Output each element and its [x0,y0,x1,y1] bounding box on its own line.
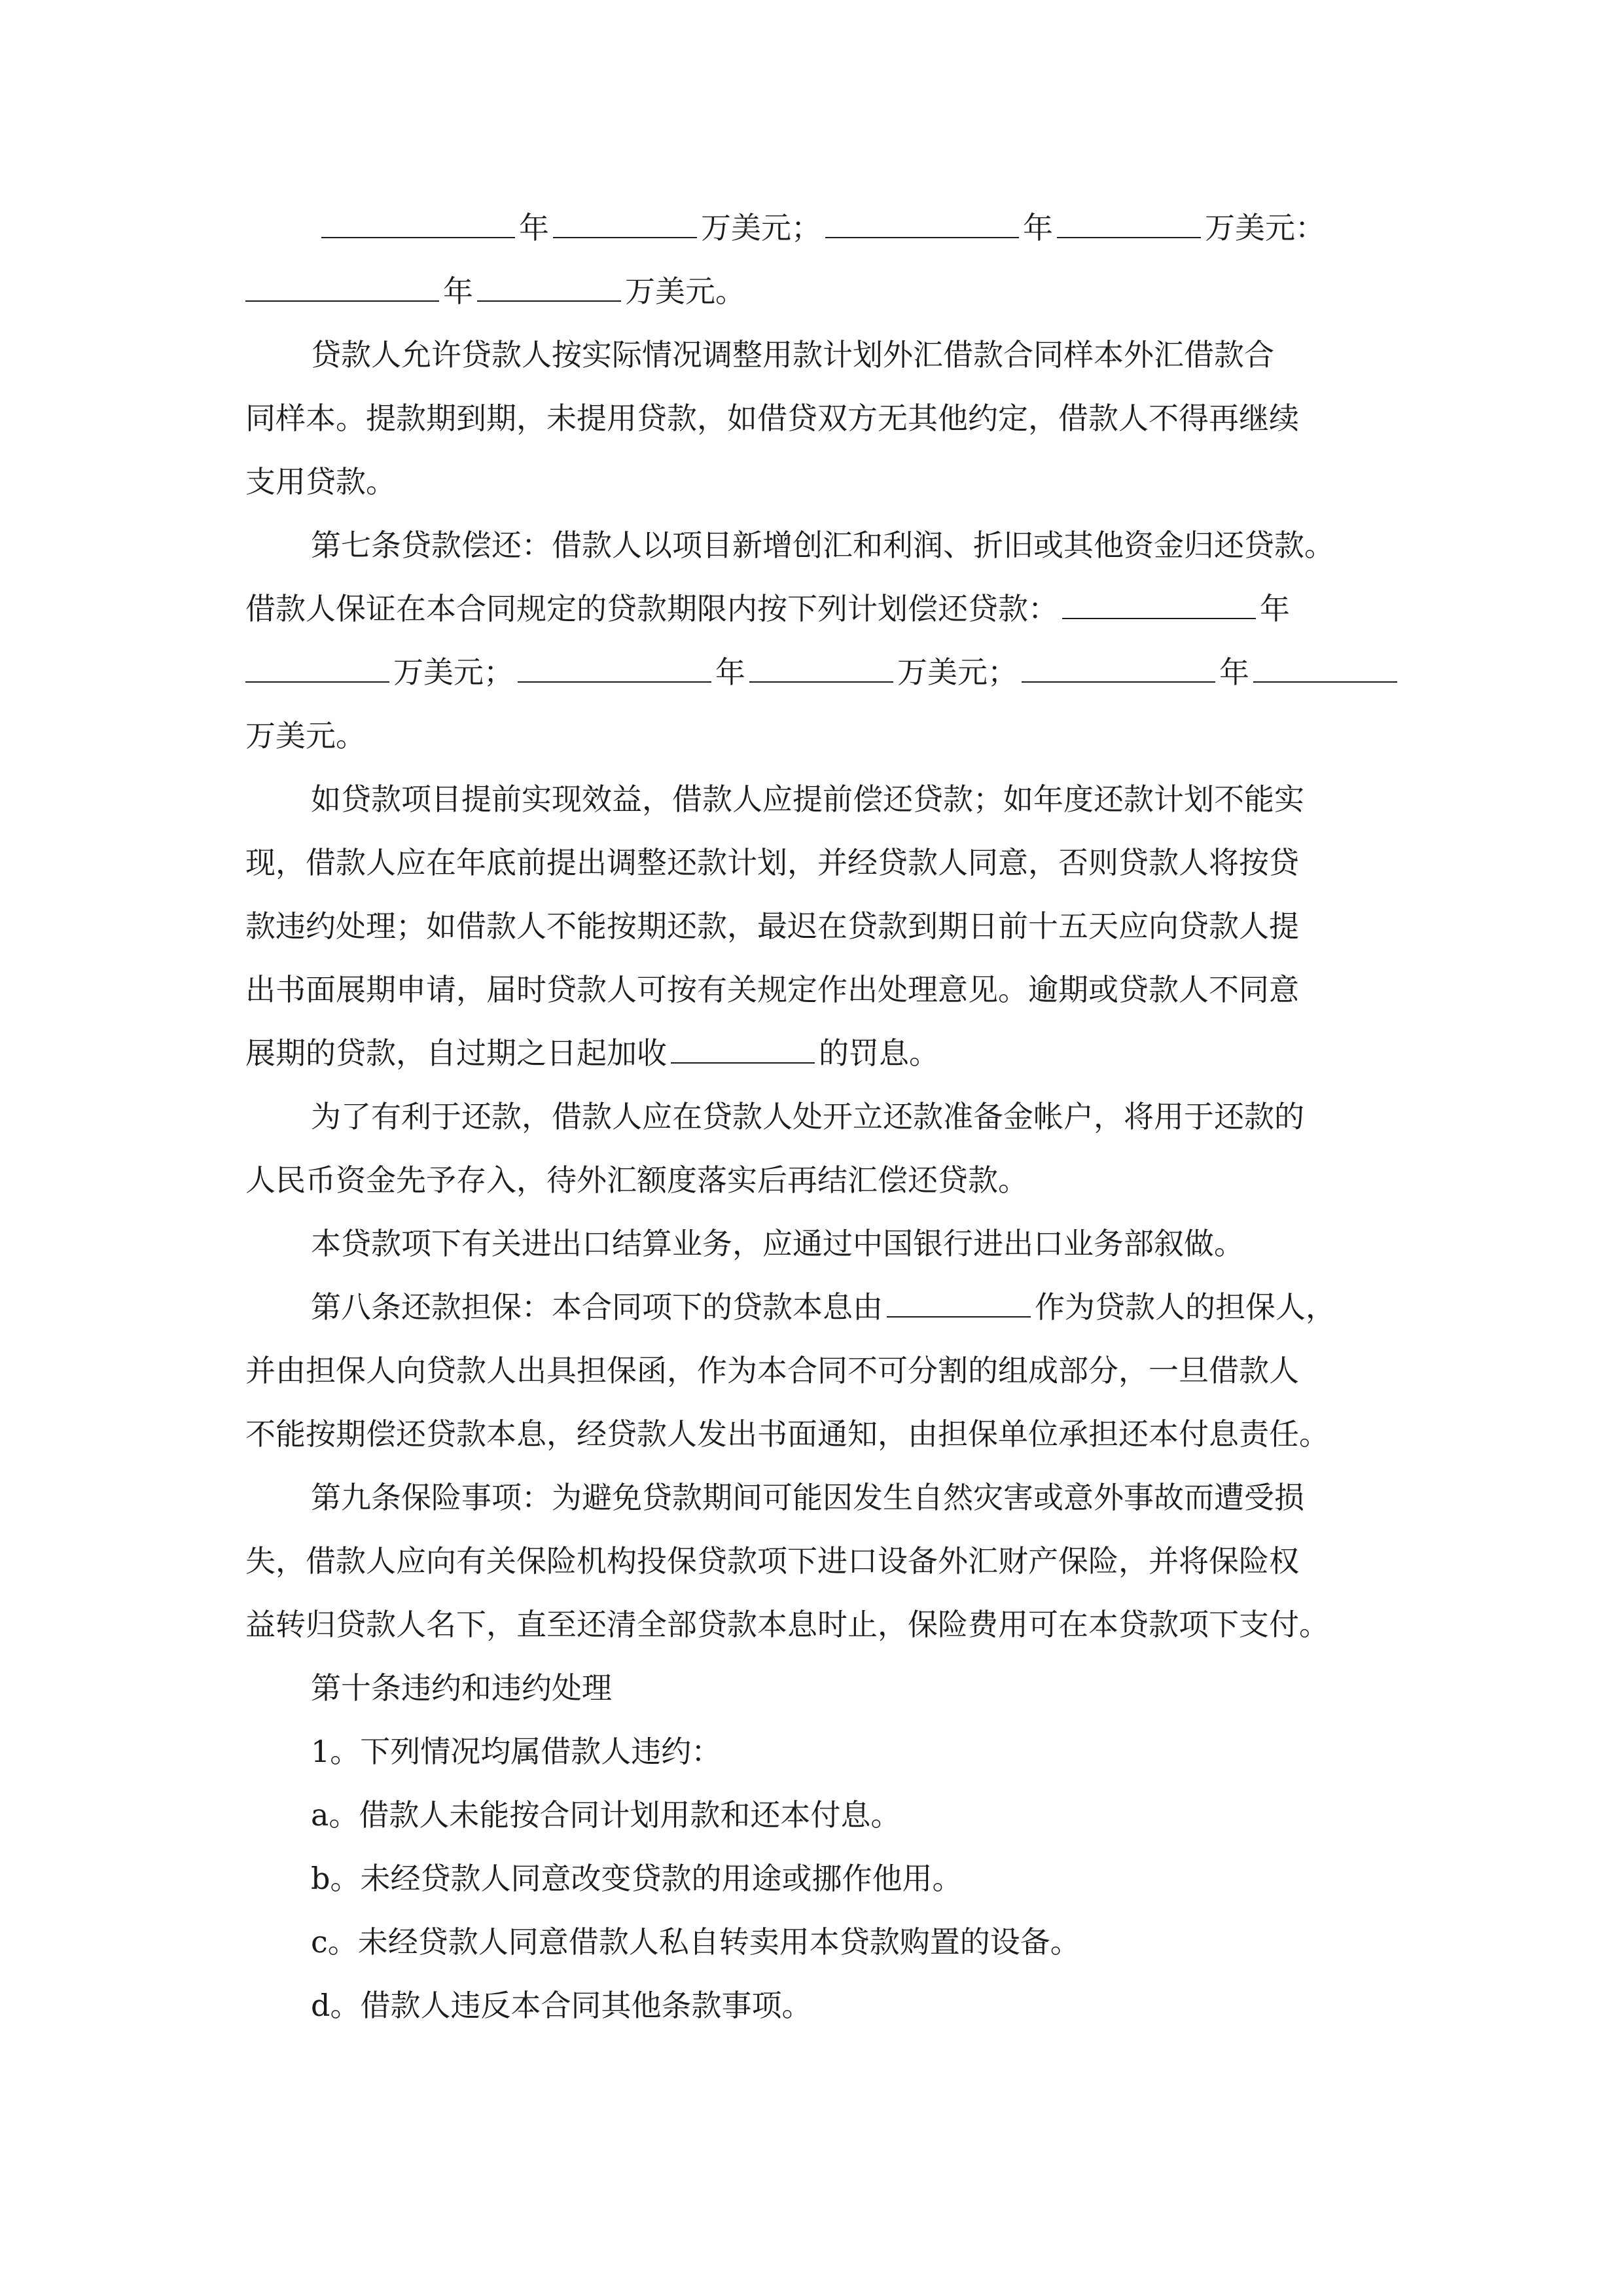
separator: ； [484,655,514,690]
article8-line-3: 不能按期偿还贷款本息，经贷款人发出书面通知，由担保单位承担还本付息责任。 [245,1416,1329,1452]
paragraph-adjust-line-3: 支用贷款。 [245,464,396,499]
paragraph-early-line-5 [245,1022,1381,1085]
blank-repay-year-2[interactable] [518,651,711,683]
paragraph-early-line-3: 款违约处理；如借款人不能按期还款，最迟在贷款到期日前十五天应向贷款人提 [245,908,1299,944]
blank-repay-amount-3[interactable] [1253,651,1397,683]
paragraph-reserve-line-1: 为了有利于还款，借款人应在贷款人处开立还款准备金帐户，将用于还款的 [311,1099,1304,1134]
paragraph-reserve-line-2: 人民币资金先予存入，待外汇额度落实后再结汇偿还贷款。 [245,1162,1028,1198]
article7-schedule-line [245,641,1381,704]
blank-repay-amount-1[interactable] [245,651,389,683]
blank-year-2[interactable] [825,207,1019,238]
year-label: 年 [1260,591,1290,626]
document-page [245,196,1381,2037]
article10-item-d: d。借款人违反本合同其他条款事项。 [311,1988,812,2023]
blank-amount-3[interactable] [477,270,621,302]
blank-amount-2[interactable] [1057,207,1201,238]
article9-line-1: 第九条保险事项：为避免贷款期间可能因发生自然灾害或意外事故而遭受损 [311,1480,1304,1515]
blank-repay-year-3[interactable] [1022,651,1215,683]
article9-line-3: 益转归贷款人名下，直至还清全部贷款本息时止，保险费用可在本贷款项下支付。 [245,1607,1329,1642]
paragraph-early-line-5-a: 展期的贷款，自过期之日起加收 [245,1035,667,1071]
amount-unit: 万美元 [245,718,336,753]
blank-year-3[interactable] [245,270,439,302]
paragraph-adjust-line-1: 贷款人允许贷款人按实际情况调整用款计划外汇借款合同样本外汇借款合 [311,337,1274,372]
blank-amount-1[interactable] [553,207,697,238]
blank-repay-year-1[interactable] [1062,588,1256,619]
paragraph-adjust-line-2: 同样本。提款期到期，未提用贷款，如借贷双方无其他约定，借款人不得再继续 [245,401,1299,436]
article10-item-b: b。未经贷款人同意改变贷款的用途或挪作他用。 [311,1861,963,1896]
paragraph-early-line-1: 如贷款项目提前实现效益，借款人应提前偿还贷款；如年度还款计划不能实 [311,781,1304,817]
separator: ： [1295,210,1325,245]
schedule-line-2 [245,260,1381,323]
paragraph-early-line-5-b: 的罚息。 [819,1035,939,1071]
amount-unit: 万美元 [897,655,988,690]
article7-line-2 [245,577,1381,641]
blank-year-1[interactable] [321,207,515,238]
year-label: 年 [443,274,473,309]
separator: ； [791,210,821,245]
period: 。 [715,274,745,309]
paragraph-early-line-2: 现，借款人应在年底前提出调整还款计划，并经贷款人同意，否则贷款人将按贷 [245,845,1299,880]
schedule-line-1 [245,196,1381,260]
year-label: 年 [1023,210,1053,245]
period: 。 [336,718,366,753]
article10-item-c: c。未经贷款人同意借款人私自转卖用本贷款购置的设备。 [311,1924,1080,1960]
article8-line-1-b: 作为贷款人的担保人， [1035,1289,1336,1325]
article8-line-1-a: 第八条还款担保：本合同项下的贷款本息由 [311,1289,883,1325]
article10-item-1: 1。下列情况均属借款人违约： [311,1734,722,1769]
paragraph-settlement: 本贷款项下有关进出口结算业务，应通过中国银行进出口业务部叙做。 [311,1226,1244,1261]
article7-line-2-text: 借款人保证在本合同规定的贷款期限内按下列计划偿还贷款： [245,591,1058,626]
article10-title: 第十条违约和违约处理 [311,1670,612,1706]
blank-repay-amount-2[interactable] [749,651,893,683]
article9-line-2: 失，借款人应向有关保险机构投保贷款项下进口设备外汇财产保险，并将保险权 [245,1543,1299,1579]
amount-unit: 万美元 [701,210,791,245]
separator: ； [988,655,1018,690]
amount-unit: 万美元 [625,274,715,309]
blank-guarantor[interactable] [887,1286,1031,1318]
article8-line-1 [245,1276,1381,1339]
paragraph-early-line-4: 出书面展期申请，届时贷款人可按有关规定作出处理意见。逾期或贷款人不同意 [245,972,1299,1007]
amount-unit: 万美元 [1205,210,1295,245]
article8-line-2: 并由担保人向贷款人出具担保函，作为本合同不可分割的组成部分，一旦借款人 [245,1353,1299,1388]
article7-line-1: 第七条贷款偿还：借款人以项目新增创汇和利润、折旧或其他资金归还贷款。 [311,528,1334,563]
year-label: 年 [1219,655,1249,690]
article10-item-a: a。借款人未能按合同计划用款和还本付息。 [311,1797,901,1833]
year-label: 年 [715,655,745,690]
amount-unit: 万美元 [393,655,484,690]
blank-penalty-rate[interactable] [671,1032,815,1064]
year-label: 年 [519,210,549,245]
article7-schedule-end [245,704,1381,768]
